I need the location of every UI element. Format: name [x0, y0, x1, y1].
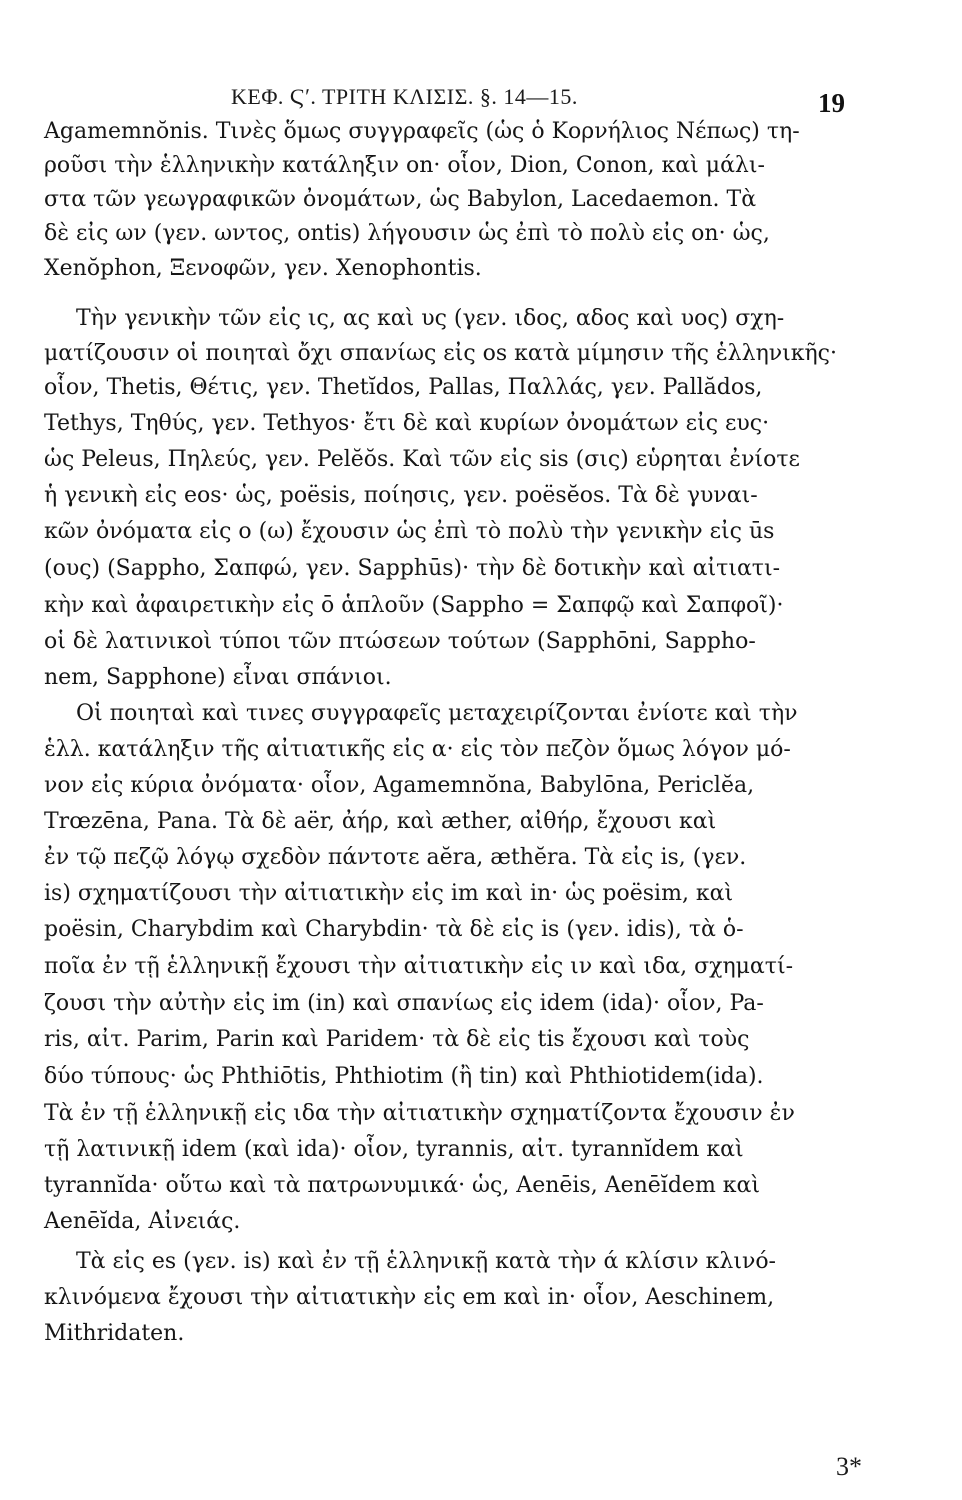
text-line: στα τῶν γεωγραφικῶν ὀνομάτων, ὡς Babylon, Lacedaemon. Τὰ [44, 187, 757, 212]
text-line: ris, αἰτ. Parim, Parin καὶ Paridem· τὰ δὲ εἰς tis ἔχουσι καὶ τοὺς [44, 1027, 750, 1052]
text-line: ἑλλ. κατάληξιν τῆς αἰτιατικῆς εἰς α· εἰς τὸν πεζὸν ὅμως λόγον μό- [44, 737, 791, 762]
text-line: δὲ εἰς ων (γεν. ωντος, ontis) λήγουσιν ὡς ἐπὶ τὸ πολὺ εἰς on· ὡς, [44, 221, 770, 246]
text-line: Τὰ εἰς es (γεν. is) καὶ ἐν τῇ ἑλληνικῇ κατὰ τὴν ά κλίσιν κλινό- [76, 1249, 776, 1274]
text-line: Agamemnŏnis. Τινὲς ὅμως συγγραφεῖς (ὡς ὁ Κορνήλιος Νέπως) τη- [44, 119, 800, 144]
text-line: poësin, Charybdim καὶ Charybdin· τὰ δὲ εἰς is (γεν. idis), τὰ ὁ- [44, 917, 744, 942]
text-line: οἱ δὲ λατινικοὶ τύποι τῶν πτώσεων τούτων (Sapphōni, Sappho- [44, 629, 756, 654]
text-line: tyrannĭda· οὕτω καὶ τὰ πατρωνυμικά· ὡς, Aenēis, Aenēĭdem καὶ [44, 1173, 761, 1198]
text-line: Aenēĭda, Αἰνειάς. [44, 1209, 241, 1234]
running-head: ΚΕΦ. Ϛʹ. ΤΡΙΤΗ ΚΛΙΣΙΣ. §. 14—15. [231, 84, 578, 109]
text-line: κλινόμενα ἔχουσι τὴν αἰτιατικὴν εἰς em καὶ in· οἷον, Aeschinem, [44, 1285, 775, 1310]
text-line: Τὴν γενικὴν τῶν εἰς ις, ας καὶ υς (γεν. ιδος, αδος καὶ υος) σχη- [76, 306, 785, 331]
text-line: δύο τύπους· ὡς Phthiōtis, Phthiotim (ἢ tin) καὶ Phthiotidem(ida). [44, 1064, 764, 1089]
text-line: Trœzēna, Pana. Τὰ δὲ aër, ἀήρ, καὶ æther, αἰθήρ, ἔχουσι καὶ [44, 809, 717, 834]
text-line: ροῦσι τὴν ἑλληνικὴν κατάληξιν on· οἷον, Dion, Conon, καὶ μάλι- [44, 153, 765, 178]
text-line: οἷον, Thetis, Θέτις, γεν. Thetĭdos, Pallas, Παλλάς, γεν. Pallădos, [44, 375, 763, 400]
text-line: νον εἰς κύρια ὀνόματα· οἷον, Agamemnŏna, Babylōna, Periclĕa, [44, 773, 755, 798]
text-line: κὴν καὶ ἀφαιρετικὴν εἰς ō ἁπλοῦν (Sappho = Σαπφῷ καὶ Σαπφοῖ)· [44, 593, 784, 618]
text-line: ὡς Peleus, Πηλεύς, γεν. Pelĕŏs. Καὶ τῶν εἰς sis (σις) εὑρηται ἐνίοτε [44, 447, 800, 472]
text-line: ζουσι τὴν αὐτὴν εἰς im (in) καὶ σπανίως εἰς idem (ida)· οἷον, Pa- [44, 991, 764, 1016]
page-number: 19 [818, 88, 845, 118]
text-line: ματίζουσιν οἱ ποιηταὶ ὄχι σπανίως εἰς os κατὰ μίμησιν τῆς ἑλληνικῆς· [44, 341, 837, 366]
signature-mark: 3* [836, 1452, 862, 1481]
text-line: ἡ γενικὴ εἰς eos· ὡς, poësis, ποίησις, γεν. poësĕos. Τὰ δὲ γυναι- [44, 483, 758, 508]
text-line: τῇ λατινικῇ idem (καὶ ida)· οἷον, tyrannis, αἰτ. tyrannĭdem καὶ [44, 1137, 744, 1162]
text-line: κῶν ὀνόματα εἰς o (ω) ἔχουσιν ὡς ἐπὶ τὸ πολὺ τὴν γενικὴν εἰς ūs [44, 519, 775, 544]
text-line: is) σχηματίζουσι τὴν αἰτιατικὴν εἰς im καὶ in· ὡς poësim, καὶ [44, 881, 734, 906]
text-line: Mithridaten. [44, 1321, 185, 1346]
text-line: nem, Sapphone) εἶναι σπάνιοι. [44, 665, 392, 690]
text-line: Xenŏphon, Ξενοφῶν, γεν. Xenophontis. [44, 256, 482, 281]
text-line: ποῖα ἐν τῇ ἑλληνικῇ ἔχουσι τὴν αἰτιατικὴν εἰς ιν καὶ ιδα, σχηματί- [44, 954, 794, 979]
text-line: Οἱ ποιηταὶ καὶ τινες συγγραφεῖς μεταχειρίζονται ἐνίοτε καὶ τὴν [76, 701, 798, 726]
text-line: Tethys, Τηθύς, γεν. Tethyos· ἔτι δὲ καὶ κυρίων ὀνομάτων εἰς ευς· [44, 411, 770, 436]
text-line: (ους) (Sappho, Σαπφώ, γεν. Sapphūs)· τὴν δὲ δοτικὴν καὶ αἰτιατι- [44, 556, 781, 581]
text-line: ἐν τῷ πεζῷ λόγῳ σχεδὸν πάντοτε aĕra, æthĕra. Τὰ εἰς is, (γεν. [44, 845, 747, 870]
text-line: Τὰ ἐν τῇ ἑλληνικῇ εἰς ιδα τὴν αἰτιατικὴν σχηματίζοντα ἔχουσιν ἐν [44, 1101, 795, 1126]
